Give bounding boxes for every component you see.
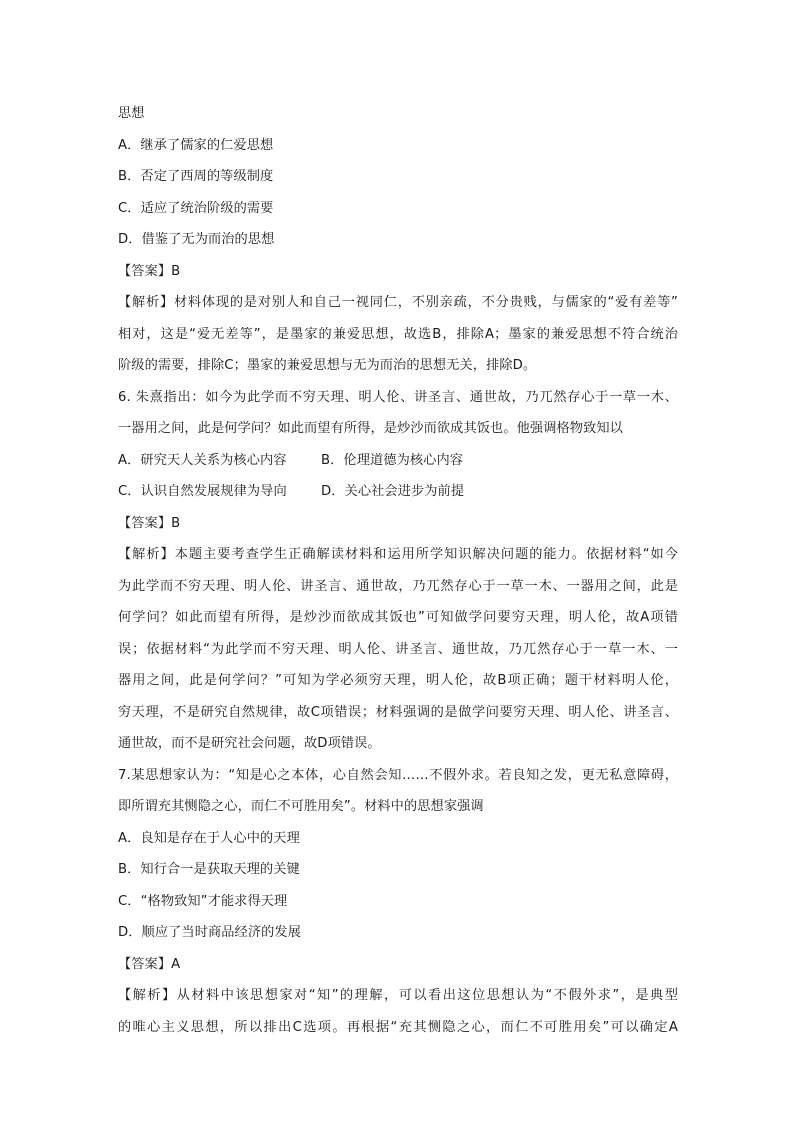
q5-option-a: A．继承了儒家的仁爱思想	[118, 137, 274, 153]
q5-analysis-line: 相对，这是“爱无差等”，是墨家的兼爱思想，故选B，排除A；墨家的兼爱思想不符合统治	[118, 326, 678, 342]
q7-option-a: A．良知是存在于人心中的天理	[118, 830, 300, 846]
q6-answer: 【答案】B	[118, 515, 181, 531]
q7-option-d: D．顺应了当时商品经济的发展	[118, 925, 301, 940]
q7-answer: 【答案】A	[118, 956, 181, 972]
q5-option-b: B．否定了西周的等级制度	[118, 169, 274, 184]
q5-option-d: D．借鉴了无为而治的思想	[118, 232, 275, 247]
q6-options-row	[118, 445, 678, 477]
q7-analysis-line: 的唯心主义思想，所以排出C选项。再根据“充其恻隐之心，而仁不可胜用矣”可以确定A	[118, 1019, 678, 1035]
q6-analysis-line: 何学问？如此而望有所得，是炒沙而欲成其饭也”可知做学问要穷天理，明人伦，故A项错	[118, 610, 678, 625]
q6-analysis-line: 通世故，而不是研究社会问题，故D项错误。	[118, 736, 381, 751]
q5-answer: 【答案】B	[118, 263, 181, 279]
q6-analysis-line: 器用之间，此是何学问？”可知为学必须穷天理，明人伦，故B项正确；题干材料明人伦，	[118, 673, 678, 688]
q6-options-row	[118, 476, 678, 508]
q6-option-a: A．研究天人关系为核心内容	[118, 452, 287, 468]
q6-option-b: B．伦理道德为核心内容	[321, 452, 464, 468]
q5-stem-tail: 思想	[118, 106, 145, 121]
q6-analysis-line: 穷天理，不是研究自然规律，故C项错误；材料强调的是做学问要穷天理、明人伦、讲圣言、	[118, 704, 678, 720]
q6-option-d: D．关心社会进步为前提	[321, 484, 465, 499]
q7-option-b: B．知行合一是获取天理的关键	[118, 862, 300, 877]
q7-stem-line: 7.某思想家认为：“知是心之本体，心自然会知……不假外求。若良知之发，更无私意障碍，	[118, 767, 678, 783]
q7-option-c: C．“格物致知”才能求得天理	[118, 893, 288, 909]
q7-analysis-line: 【解析】从材料中该思想家对“知”的理解，可以看出这位思想认为“不假外求”，是典型	[118, 988, 678, 1003]
q6-analysis-line: 误；依据材料“为此学而不穷天理、明人伦、讲圣言、通世故，乃兀然存心于一草一木、一	[118, 641, 678, 657]
q7-stem-line: 即所谓充其恻隐之心，而仁不可胜用矣”。材料中的思想家强调	[118, 799, 484, 814]
q5-analysis-line: 【解析】材料体现的是对别人和自己一视同仁，不别亲疏，不分贵贱，与儒家的“爱有差等”	[118, 295, 678, 310]
q6-analysis-line: 【解析】本题主要考查学生正确解读材料和运用所学知识解决问题的能力。依据材料“如今	[118, 547, 678, 562]
q6-stem-line: 一器用之间，此是何学问？如此而望有所得，是炒沙而欲成其饭也。他强调格物致知以	[118, 421, 623, 436]
q6-option-c: C．认识自然发展规律为导向	[118, 484, 287, 499]
q5-analysis-line: 阶级的需要，排除C；墨家的兼爱思想与无为而治的思想无关，排除D。	[118, 358, 537, 373]
q5-option-c: C．适应了统治阶级的需要	[118, 200, 274, 216]
q6-analysis-line: 为此学而不穷天理、明人伦、讲圣言、通世故，乃兀然存心于一草一木、一器用之间，此是	[118, 578, 678, 594]
document-page	[118, 98, 678, 1043]
q6-stem-line: 6. 朱熹指出：如今为此学而不穷天理、明人伦、讲圣言、通世故，乃兀然存心于一草一木、	[118, 389, 678, 405]
